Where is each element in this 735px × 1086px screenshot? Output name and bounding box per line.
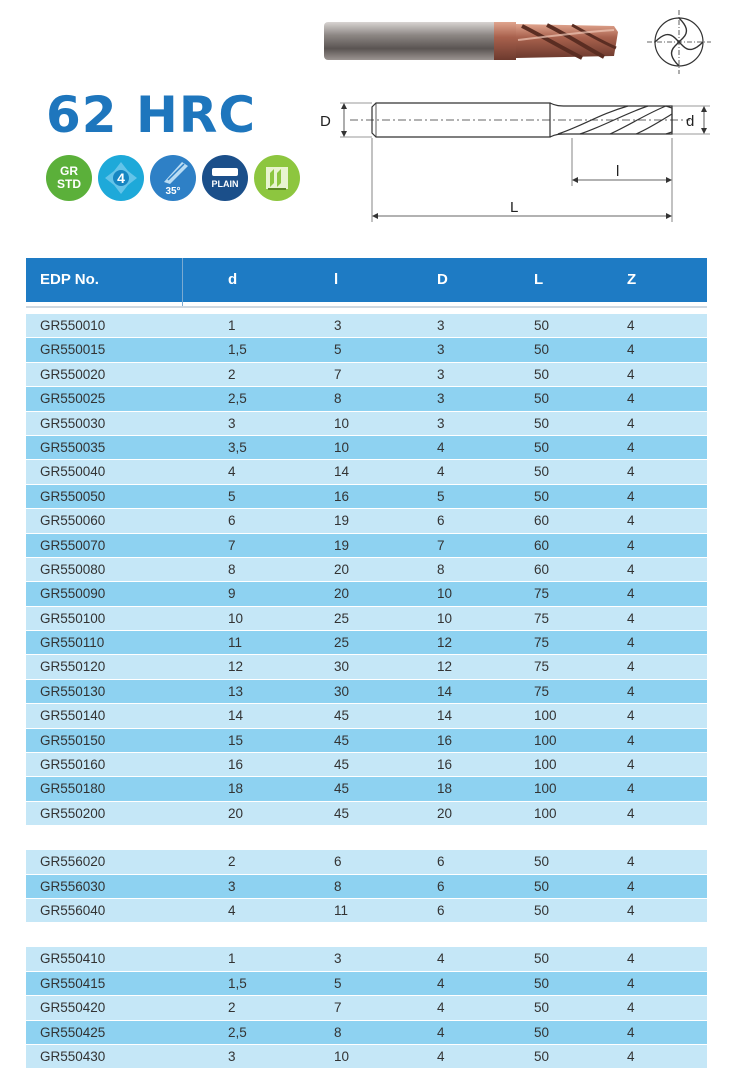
cell-D: 4 (437, 975, 445, 991)
cell-edp: GR550060 (40, 513, 106, 529)
cell-D: 8 (437, 561, 445, 577)
cell-z: 4 (627, 488, 635, 504)
table-row (26, 631, 707, 655)
cell-z: 4 (627, 464, 635, 480)
cell-L: 75 (534, 586, 550, 602)
table-row (26, 777, 707, 801)
cell-d: 8 (228, 561, 236, 577)
table-row (26, 607, 707, 631)
table-row (26, 582, 707, 606)
cell-edp: GR550410 (40, 951, 106, 967)
cell-d: 4 (228, 902, 236, 918)
cell-z: 4 (627, 366, 635, 382)
cell-d: 1,5 (228, 342, 247, 358)
cell-L: 100 (534, 757, 557, 773)
cell-edp: GR550020 (40, 366, 106, 382)
table-row (26, 729, 707, 753)
cell-D: 3 (437, 318, 445, 333)
table-row (26, 753, 707, 777)
cell-l: 5 (334, 975, 342, 991)
cell-d: 4 (228, 464, 236, 480)
cell-edp: GR550050 (40, 488, 106, 504)
cell-D: 4 (437, 1024, 445, 1040)
header-L: L (534, 271, 544, 288)
cell-edp: GR550040 (40, 464, 106, 480)
cell-d: 3 (228, 1048, 236, 1064)
cell-l: 10 (334, 1048, 350, 1064)
cell-l: 11 (334, 902, 349, 918)
cell-D: 14 (437, 683, 453, 699)
table-row (26, 509, 707, 533)
cell-edp: GR550015 (40, 342, 106, 358)
cell-D: 4 (437, 951, 445, 967)
cell-L: 75 (534, 683, 550, 699)
cell-edp: GR550090 (40, 586, 106, 602)
cell-edp: GR550420 (40, 1000, 106, 1016)
cell-L: 75 (534, 635, 550, 651)
table-row (26, 802, 707, 826)
cell-z: 4 (627, 342, 635, 358)
cell-L: 60 (534, 513, 550, 529)
cell-z: 4 (627, 757, 635, 773)
cell-L: 50 (534, 488, 550, 504)
cell-z: 4 (627, 1000, 635, 1016)
header-divider (182, 258, 183, 306)
plain-shank-badge: PLAIN (202, 155, 248, 201)
cell-edp: GR550025 (40, 391, 106, 407)
cell-z: 4 (627, 805, 635, 821)
table-row (26, 1045, 707, 1069)
table-row (26, 558, 707, 582)
cell-edp: GR550070 (40, 537, 106, 553)
cell-edp: GR550200 (40, 805, 106, 821)
cell-d: 2,5 (228, 391, 247, 407)
material-icon (264, 165, 290, 191)
cell-D: 4 (437, 1000, 445, 1016)
cell-L: 50 (534, 464, 550, 480)
cell-z: 4 (627, 878, 635, 894)
table-header (26, 258, 707, 302)
shank-icon (211, 167, 239, 177)
cell-L: 50 (534, 342, 550, 358)
cell-D: 14 (437, 708, 453, 724)
helix-angle-badge: 35° (150, 155, 196, 201)
cell-D: 10 (437, 610, 453, 626)
cell-z: 4 (627, 610, 635, 626)
cell-d: 12 (228, 659, 244, 675)
cell-d: 18 (228, 781, 244, 797)
cell-l: 45 (334, 805, 350, 821)
cell-z: 4 (627, 513, 635, 529)
end-mill-photo (322, 18, 622, 64)
cell-D: 3 (437, 342, 445, 358)
table-row (26, 314, 707, 338)
cell-l: 45 (334, 781, 350, 797)
header-edp: EDP No. (40, 271, 99, 288)
cell-L: 50 (534, 415, 550, 431)
table-group (26, 850, 707, 923)
table-row (26, 485, 707, 509)
cell-z: 4 (627, 537, 635, 553)
cell-edp: GR550035 (40, 439, 106, 455)
cell-d: 9 (228, 586, 236, 602)
table-row (26, 387, 707, 411)
cell-L: 50 (534, 854, 550, 870)
cell-d: 2 (228, 1000, 236, 1016)
cell-D: 6 (437, 902, 445, 918)
cell-l: 3 (334, 951, 342, 967)
cell-d: 10 (228, 610, 244, 626)
cell-D: 20 (437, 805, 453, 821)
table-row (26, 534, 707, 558)
cell-l: 7 (334, 366, 342, 382)
cell-edp: GR550030 (40, 415, 106, 431)
table-row (26, 436, 707, 460)
cell-L: 50 (534, 951, 550, 967)
cell-d: 2 (228, 366, 236, 382)
cell-l: 8 (334, 391, 342, 407)
cell-L: 50 (534, 1048, 550, 1064)
cell-D: 16 (437, 757, 453, 773)
header-d: d (228, 271, 238, 288)
table-row (26, 996, 707, 1020)
feature-badges (46, 155, 300, 201)
cell-d: 6 (228, 513, 236, 529)
cell-z: 4 (627, 635, 635, 651)
table-row (26, 875, 707, 899)
table-row (26, 704, 707, 728)
cell-d: 3 (228, 878, 236, 894)
cell-edp: GR550110 (40, 635, 105, 651)
cell-L: 50 (534, 366, 550, 382)
cell-D: 12 (437, 635, 453, 651)
table-row (26, 412, 707, 436)
cell-D: 6 (437, 854, 445, 870)
cell-d: 2 (228, 854, 236, 870)
cell-l: 20 (334, 586, 350, 602)
cell-z: 4 (627, 854, 635, 870)
header-D: D (437, 271, 448, 288)
table-row (26, 338, 707, 362)
cell-d: 5 (228, 488, 236, 504)
table-row (26, 363, 707, 387)
cell-D: 10 (437, 586, 453, 602)
cell-D: 3 (437, 415, 445, 431)
cell-L: 50 (534, 902, 550, 918)
cell-L: 75 (534, 659, 550, 675)
cell-z: 4 (627, 318, 635, 333)
cell-edp: GR550415 (40, 975, 106, 991)
cell-d: 2,5 (228, 1024, 247, 1040)
table-group (26, 314, 707, 826)
cell-z: 4 (627, 781, 635, 797)
cell-D: 5 (437, 488, 445, 504)
cell-l: 16 (334, 488, 350, 504)
cell-L: 50 (534, 1024, 550, 1040)
cell-edp: GR556030 (40, 878, 106, 894)
cell-d: 11 (228, 635, 243, 651)
cell-z: 4 (627, 975, 635, 991)
table-row (26, 972, 707, 996)
cell-L: 60 (534, 561, 550, 577)
cell-edp: GR550080 (40, 561, 106, 577)
table-row (26, 460, 707, 484)
cell-l: 45 (334, 708, 350, 724)
hardness-title: 62 HRC (46, 86, 257, 144)
cell-D: 4 (437, 1048, 445, 1064)
cell-l: 5 (334, 342, 342, 358)
cell-edp: GR550160 (40, 757, 106, 773)
cell-d: 3 (228, 415, 236, 431)
cell-L: 100 (534, 708, 557, 724)
dimension-drawing (310, 86, 730, 226)
cell-edp: GR550430 (40, 1048, 106, 1064)
cell-z: 4 (627, 391, 635, 407)
cell-z: 4 (627, 439, 635, 455)
cell-L: 50 (534, 878, 550, 894)
cell-d: 3,5 (228, 439, 247, 455)
cell-L: 50 (534, 318, 550, 333)
cell-L: 50 (534, 975, 550, 991)
cell-edp: GR550010 (40, 318, 106, 333)
cell-D: 6 (437, 878, 445, 894)
cell-z: 4 (627, 708, 635, 724)
cell-d: 7 (228, 537, 236, 553)
cell-l: 10 (334, 415, 350, 431)
table-row (26, 850, 707, 874)
cell-D: 6 (437, 513, 445, 529)
cell-l: 20 (334, 561, 350, 577)
cell-l: 7 (334, 1000, 342, 1016)
cell-edp: GR556020 (40, 854, 106, 870)
cell-d: 15 (228, 732, 244, 748)
cell-l: 30 (334, 683, 350, 699)
cell-edp: GR550180 (40, 781, 106, 797)
cell-d: 14 (228, 708, 244, 724)
label-overall-length: L (510, 199, 519, 216)
cell-l: 25 (334, 610, 350, 626)
table-row (26, 1021, 707, 1045)
cross-section-drawing (643, 8, 715, 76)
helix-icon (160, 160, 190, 184)
table-row (26, 899, 707, 923)
cell-d: 13 (228, 683, 244, 699)
cell-L: 100 (534, 732, 557, 748)
cell-edp: GR550120 (40, 659, 106, 675)
cell-d: 20 (228, 805, 244, 821)
cell-L: 50 (534, 1000, 550, 1016)
cell-D: 4 (437, 464, 445, 480)
header-z: Z (627, 271, 637, 288)
cell-l: 6 (334, 854, 342, 870)
table-row (26, 947, 707, 971)
cell-z: 4 (627, 586, 635, 602)
cell-d: 1,5 (228, 975, 247, 991)
cell-edp: GR550425 (40, 1024, 106, 1040)
label-shank-diameter: D (320, 113, 331, 130)
cell-edp: GR550130 (40, 683, 106, 699)
cell-edp: GR556040 (40, 902, 106, 918)
cell-L: 100 (534, 781, 557, 797)
cell-z: 4 (627, 659, 635, 675)
cell-edp: GR550100 (40, 610, 106, 626)
cell-l: 8 (334, 1024, 342, 1040)
cell-d: 1 (228, 318, 236, 333)
cell-L: 50 (534, 391, 550, 407)
cell-z: 4 (627, 683, 635, 699)
cell-l: 10 (334, 439, 350, 455)
cell-z: 4 (627, 415, 635, 431)
cell-D: 3 (437, 391, 445, 407)
cell-D: 7 (437, 537, 445, 553)
cell-D: 3 (437, 366, 445, 382)
cell-L: 75 (534, 610, 550, 626)
cell-z: 4 (627, 1024, 635, 1040)
table-row (26, 680, 707, 704)
cell-z: 4 (627, 902, 635, 918)
cell-L: 100 (534, 805, 557, 821)
cell-z: 4 (627, 1048, 635, 1064)
cell-L: 60 (534, 537, 550, 553)
standard-badge: GR STD (46, 155, 92, 201)
cell-l: 14 (334, 464, 350, 480)
cell-d: 16 (228, 757, 244, 773)
product-table (26, 258, 707, 1086)
cell-L: 50 (534, 439, 550, 455)
four-flute-badge: 4 (98, 155, 144, 201)
cell-d: 1 (228, 951, 236, 967)
cell-l: 19 (334, 513, 350, 529)
cell-l: 8 (334, 878, 342, 894)
label-cutting-length: l (616, 163, 620, 180)
cell-l: 25 (334, 635, 350, 651)
cell-l: 45 (334, 757, 350, 773)
cell-l: 30 (334, 659, 350, 675)
table-row (26, 655, 707, 679)
table-group (26, 947, 707, 1069)
table-body (26, 314, 707, 1069)
cell-l: 19 (334, 537, 350, 553)
cell-z: 4 (627, 951, 635, 967)
cell-edp: GR550140 (40, 708, 106, 724)
cell-D: 18 (437, 781, 453, 797)
cell-edp: GR550150 (40, 732, 106, 748)
label-cutting-diameter: d (686, 113, 695, 130)
header-l: l (334, 271, 339, 288)
cell-D: 16 (437, 732, 453, 748)
cell-D: 12 (437, 659, 453, 675)
cell-l: 45 (334, 732, 350, 748)
cell-D: 4 (437, 439, 445, 455)
cell-z: 4 (627, 561, 635, 577)
cell-z: 4 (627, 732, 635, 748)
cell-l: 3 (334, 318, 342, 333)
material-badge (254, 155, 300, 201)
